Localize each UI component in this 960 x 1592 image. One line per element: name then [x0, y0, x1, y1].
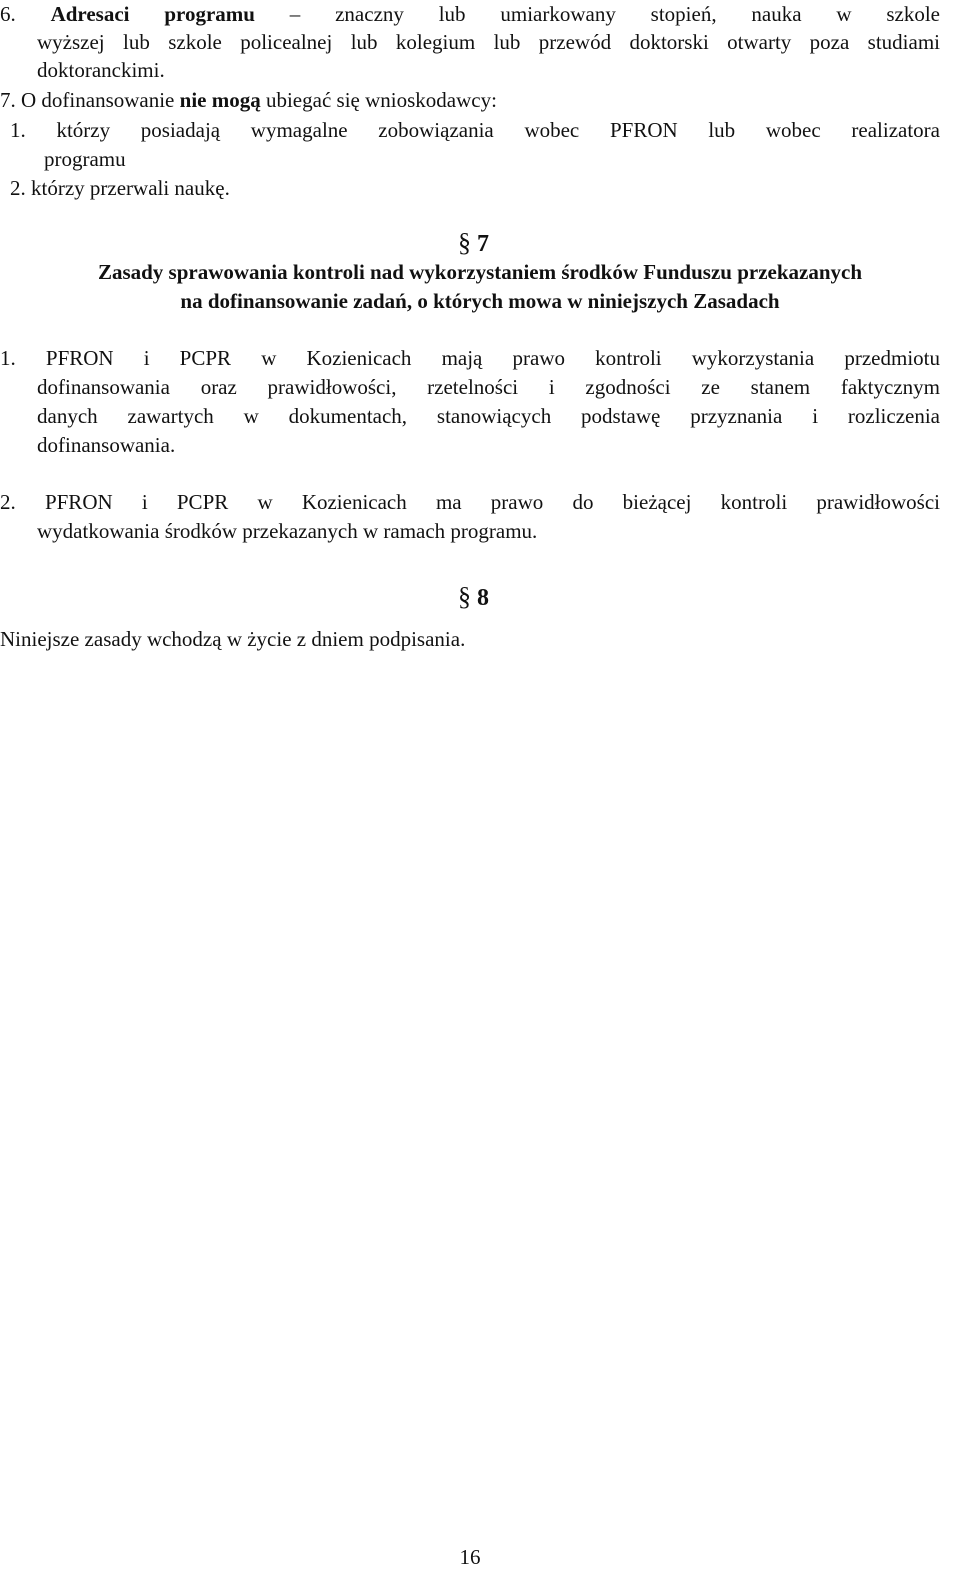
section6-number: 6. — [0, 2, 16, 26]
section6-line1-rest: znaczny lub umiarkowany stopień, nauka w szkole — [335, 2, 940, 26]
paragraph7-title-line2: na dofinansowanie zadań, o których mowa w niniejszych Zasadach — [180, 289, 780, 313]
paragraph8-sign — [458, 583, 489, 612]
paragraph7-point1-line4: dofinansowania. — [37, 433, 176, 457]
paragraph7-point2-line1: 2. PFRON i PCPR w Kozienicach ma prawo do bieżącej kontroli prawidłowości — [0, 490, 940, 514]
section-symbol-icon: § — [458, 228, 471, 257]
paragraph7-point1-line1: 1. PFRON i PCPR w Kozienicach mają prawo kontroli wykorzystania przedmiotu — [0, 346, 940, 370]
section7-item1-number: 1. — [10, 118, 26, 142]
section7-item1-text: którzy posiadają wymagalne zobowiązania wobec PFRON lub wobec realizatora — [56, 118, 940, 142]
section6-line2: wyższej lub szkole policealnej lub kolegium lub przewód doktorski otwarty poza studiami — [37, 30, 940, 54]
paragraph7-point1-line3: danych zawartych w dokumentach, stanowiących podstawę przyznania i rozliczenia — [37, 404, 940, 428]
paragraph7-point2-line2: wydatkowania środków przekazanych w ramach programu. — [37, 519, 538, 543]
section7-item1-line1 — [10, 116, 940, 144]
section7-item2-number: 2. — [10, 176, 26, 200]
paragraph8-number: 8 — [477, 585, 489, 611]
section6-dash: – — [289, 2, 301, 26]
section6-title: Adresaci programu — [50, 2, 255, 26]
section7-bold: nie mogą — [179, 88, 261, 112]
section-symbol-icon: § — [458, 582, 471, 611]
section7-item2-line — [10, 174, 230, 202]
section7-suffix: ubiegać się wnioskodawcy: — [265, 88, 497, 112]
section7-item2-text: którzy przerwali naukę. — [31, 176, 230, 200]
section6-line3: doktoranckimi. — [37, 58, 165, 82]
section7-line — [0, 86, 497, 114]
paragraph8-text: Niniejsze zasady wchodzą w życie z dniem podpisania. — [0, 627, 466, 651]
paragraph7-point1-line2: dofinansowania oraz prawidłowości, rzetelności i zgodności ze stanem faktycznym — [37, 375, 940, 399]
section7-number: 7. — [0, 88, 16, 112]
section7-prefix: O dofinansowanie — [21, 88, 175, 112]
page-number: 16 — [459, 1545, 481, 1569]
section6-line1 — [0, 0, 940, 28]
paragraph7-title-line1: Zasady sprawowania kontroli nad wykorzystaniem środków Funduszu przekazanych — [97, 260, 863, 284]
paragraph7-number: 7 — [477, 231, 489, 257]
section7-item1-line2: programu — [44, 147, 126, 171]
paragraph7-sign — [458, 229, 489, 258]
